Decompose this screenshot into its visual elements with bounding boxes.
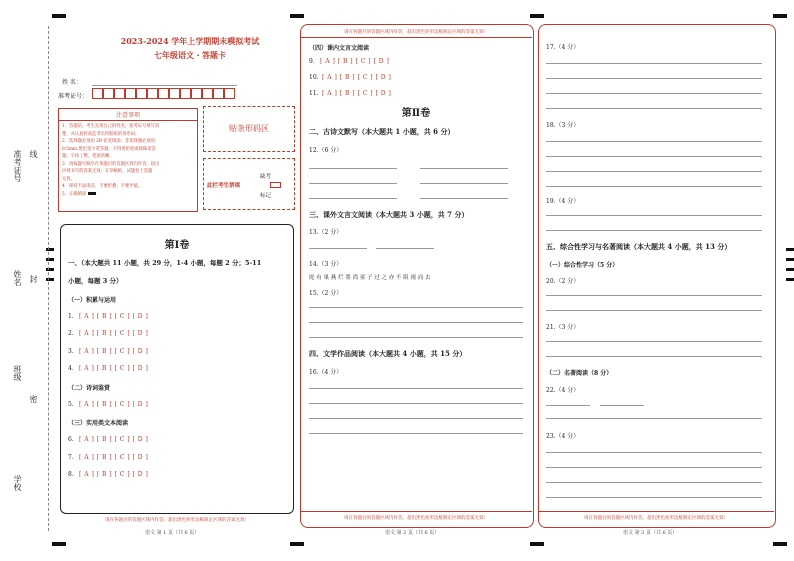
section4-heading: 四、文学作品阅读（本大题共 4 小题，共 15 分）: [309, 349, 467, 358]
binding-label-name: 姓名: [13, 270, 22, 286]
q2-label: 2.: [68, 330, 74, 337]
answer-line[interactable]: [546, 418, 762, 419]
answer-line[interactable]: [376, 248, 434, 249]
q18-label: 18.（3 分）: [546, 122, 580, 129]
answer-line[interactable]: [309, 248, 367, 249]
q4-options[interactable]: [ A ] [ B ] [ C ] [ D ]: [79, 365, 149, 372]
q3-options[interactable]: [ A ] [ B ] [ C ] [ D ]: [79, 348, 149, 355]
alignment-mark: [530, 542, 544, 546]
answer-line[interactable]: [309, 183, 397, 184]
timing-mark: [786, 268, 794, 271]
answer-notice: 请在各题目的答题区域内作答，超出黑色矩形边框限定区域的答案无效！: [344, 516, 488, 521]
answer-line[interactable]: [546, 452, 762, 453]
note-line: 2．选择题必须用 2B 铅笔填涂；非选择题必须用: [62, 139, 155, 144]
binding-label-exam-no: 准考证号: [13, 150, 22, 182]
note-line: 4．保持卡面清洁，不要折叠、不要弄破。: [62, 184, 143, 189]
name-field[interactable]: [92, 85, 237, 86]
answer-line[interactable]: [309, 403, 523, 404]
q11-label: 11.: [309, 90, 319, 97]
sub-heading-3: （三）实用类文本阅读: [68, 420, 129, 427]
sub-heading-b: （二）名著阅读（8 分）: [546, 370, 613, 377]
answer-line[interactable]: [546, 93, 762, 94]
answer-line[interactable]: [309, 418, 523, 419]
answer-line[interactable]: [309, 307, 523, 308]
timing-mark: [786, 278, 794, 281]
q8-options[interactable]: [ A ] [ B ] [ C ] [ D ]: [79, 471, 149, 478]
alignment-mark: [290, 14, 304, 18]
answer-line[interactable]: [600, 405, 644, 406]
section1-heading-cont: 小题，每题 3 分）: [68, 277, 123, 285]
note-line: 0.5mm 黑色签字笔答题，不得用铅笔或圆珠笔答: [62, 146, 156, 152]
q23-label: 23.（4 分）: [546, 433, 580, 440]
q19-label: 19.（4 分）: [546, 198, 580, 205]
answer-line[interactable]: [309, 198, 397, 199]
exam-subtitle: 七年级语文・答题卡: [154, 50, 226, 60]
answer-line[interactable]: [546, 156, 762, 157]
timing-mark: [786, 258, 794, 261]
answer-line[interactable]: [420, 183, 508, 184]
answer-line[interactable]: [546, 341, 762, 342]
absent-right-top: 缺考: [260, 174, 272, 180]
note-line: 区域书写的答案无效；在草稿纸、试题卷上答题: [62, 169, 153, 174]
note-line: 5．正确填涂: [62, 191, 87, 197]
q9-options[interactable]: [ A ] [ B ] [ C ] [ D ]: [320, 58, 390, 65]
note-line: 1．答题前，考生先将自己的姓名，准考证号填写清: [62, 124, 160, 129]
page-footer: 语文 第 1 页（共 6 页）: [145, 530, 200, 536]
note-line: 无效。: [62, 176, 75, 182]
q8-label: 8.: [68, 471, 74, 478]
answer-line[interactable]: [546, 215, 762, 216]
answer-line[interactable]: [546, 482, 762, 483]
q1-label: 1.: [68, 313, 74, 320]
alignment-mark: [773, 14, 787, 18]
page-footer: 语文 第 3 页（共 6 页）: [623, 530, 678, 536]
q5-label: 5.: [68, 401, 74, 408]
part2-title: 第Ⅱ卷: [401, 108, 431, 119]
alignment-mark: [52, 542, 66, 546]
part1-title: 第Ⅰ卷: [164, 240, 190, 251]
answer-line[interactable]: [546, 186, 762, 187]
q10-options[interactable]: [ A ] [ B ] [ C ] [ D ]: [322, 74, 392, 81]
sub-heading-2: （二）诗词鉴赏: [68, 385, 111, 392]
notes-title: 注意事项: [59, 109, 197, 121]
q9-label: 9.: [309, 58, 315, 65]
binding-label-school: 学校: [13, 475, 22, 491]
q21-label: 21.（3 分）: [546, 324, 580, 331]
note-line: 楚，并认真检查监考员所粘贴的条形码。: [62, 131, 140, 137]
absent-right-bottom: 标记: [260, 193, 272, 199]
alignment-mark: [52, 14, 66, 18]
q20-label: 20.（2 分）: [546, 278, 580, 285]
answer-line[interactable]: [546, 63, 762, 64]
section3-heading: 三、课外文言文阅读（本大题共 3 小题，共 7 分）: [309, 210, 469, 219]
sub-heading-4: （四）课内文言文阅读: [309, 45, 370, 52]
q6-options[interactable]: [ A ] [ B ] [ C ] [ D ]: [79, 436, 149, 443]
answer-line[interactable]: [420, 168, 508, 169]
answer-line[interactable]: [546, 171, 762, 172]
answer-line[interactable]: [309, 337, 523, 338]
answer-line[interactable]: [546, 108, 762, 109]
sub-heading-a: （一）综合性学习（5 分）: [546, 262, 619, 269]
q1-options[interactable]: [ A ] [ B ] [ C ] [ D ]: [79, 313, 149, 320]
notes-box: [58, 108, 198, 212]
binding-label-seal: 封: [29, 275, 38, 283]
binding-line: [48, 26, 49, 531]
filled-sample-mark: [88, 192, 96, 195]
note-line: 3．请按题号顺序在各题目的答题区域内作答，超出: [62, 161, 160, 167]
note-line: 题；字体工整、笔迹清晰。: [62, 154, 114, 159]
binding-label-class: 班级: [13, 365, 22, 381]
divider: [538, 511, 774, 512]
q12-label: 12.（6 分）: [309, 147, 343, 154]
answer-line[interactable]: [546, 295, 762, 296]
answer-line[interactable]: [309, 388, 523, 389]
page-footer: 语文 第 2 页（共 6 页）: [385, 530, 440, 536]
binding-label-secret: 密: [29, 395, 38, 403]
section1-heading: 一、（本大题共 11 小题，共 29 分，1-4 小题，每题 2 分；5-11: [68, 259, 262, 267]
timing-mark: [786, 248, 794, 251]
answer-line[interactable]: [309, 322, 523, 323]
binding-label-line: 线: [29, 150, 38, 158]
q13-label: 13.（2 分）: [309, 229, 343, 236]
sub-heading-1: （一）积累与运用: [68, 297, 117, 304]
absent-label: 此栏考生禁填: [207, 183, 241, 189]
name-label: 姓 名：: [62, 79, 82, 86]
q3-label: 3.: [68, 348, 74, 355]
answer-line[interactable]: [309, 168, 397, 169]
section2-heading: 二、古诗文默写（本大题共 1 小题，共 6 分）: [309, 127, 455, 136]
alignment-mark: [530, 14, 544, 18]
q2-options[interactable]: [ A ] [ B ] [ C ] [ D ]: [79, 330, 149, 337]
answer-notice: 请在各题目的答题区域内作答，超出黑色矩形边框限定区域的答案无效！: [344, 30, 488, 35]
q17-label: 17.（4 分）: [546, 44, 580, 51]
q14-sentence: 庭 有 巢 燕 烂 墨 尚 童 子 过 之 亦 不 阻 视 而 去: [309, 275, 431, 281]
absent-box: [203, 158, 295, 210]
q5-options[interactable]: [ A ] [ B ] [ C ] [ D ]: [79, 401, 149, 408]
answer-line[interactable]: [546, 310, 762, 311]
q15-label: 15.（2 分）: [309, 290, 343, 297]
q4-label: 4.: [68, 365, 74, 372]
answer-line[interactable]: [546, 230, 762, 231]
answer-notice: 请在各题目的答题区域内作答，超出黑色矩形边框限定区域的答案无效！: [105, 518, 249, 523]
answer-line[interactable]: [420, 198, 508, 199]
answer-notice: 请在各题目的答题区域内作答，超出黑色矩形边框限定区域的答案无效！: [584, 516, 728, 521]
alignment-mark: [290, 542, 304, 546]
answer-line[interactable]: [309, 433, 523, 434]
answer-line[interactable]: [546, 141, 762, 142]
q10-label: 10.: [309, 74, 319, 81]
barcode-area-label: 贴条形码区: [229, 124, 269, 133]
q14-label: 14.（3 分）: [309, 261, 343, 268]
exam-no-label: 准考证号：: [58, 93, 89, 100]
q22-label: 22.（4 分）: [546, 387, 580, 394]
answer-line[interactable]: [546, 405, 590, 406]
absent-checkbox[interactable]: [270, 182, 281, 188]
answer-line[interactable]: [546, 497, 762, 498]
q11-options[interactable]: [ A ] [ B ] [ C ] [ D ]: [322, 90, 392, 97]
answer-line[interactable]: [546, 78, 762, 79]
q7-label: 7.: [68, 454, 74, 461]
divider: [300, 37, 532, 38]
alignment-mark: [773, 542, 787, 546]
barcode-area: [203, 106, 295, 152]
q16-label: 16.（4 分）: [309, 369, 343, 376]
exam-title: 2023-2024 学年上学期期末模拟考试: [120, 36, 260, 46]
section5-heading: 五、综合性学习与名著阅读（本大题共 4 小题，共 13 分）: [546, 242, 732, 251]
q7-options[interactable]: [ A ] [ B ] [ C ] [ D ]: [79, 454, 149, 461]
q6-label: 6.: [68, 436, 74, 443]
answer-line[interactable]: [546, 467, 762, 468]
answer-line[interactable]: [546, 356, 762, 357]
divider: [300, 511, 532, 512]
